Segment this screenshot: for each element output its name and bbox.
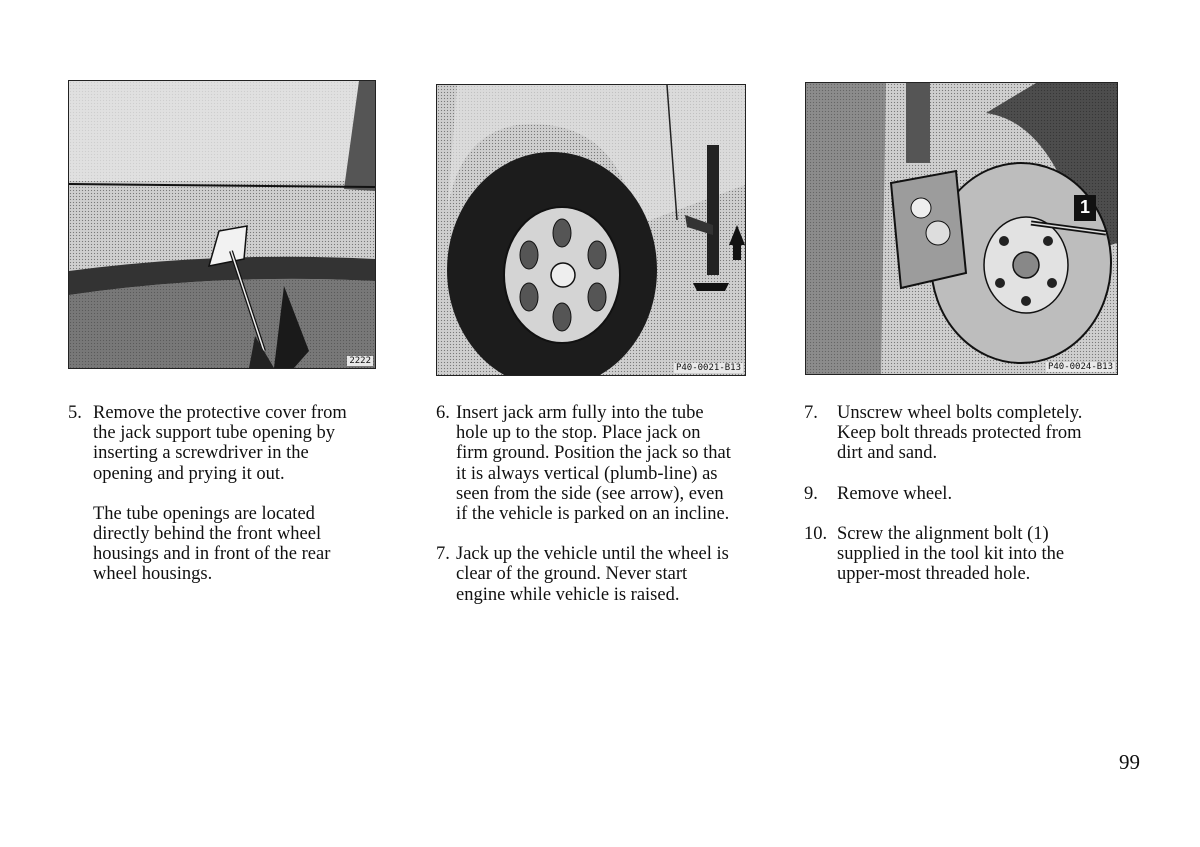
step-line: upper-most threaded hole. [837,564,1031,585]
step-10 [804,524,1144,585]
step-number: 9. [804,483,818,504]
figure-jack-position [436,84,746,376]
step-number: 7. [804,403,818,423]
step-line: inserting a screwdriver in the [93,443,309,464]
figure-code: P40-0021-B13 [675,363,741,373]
step-7-unscrew [804,403,1144,464]
step-6 [436,403,776,524]
figure-code: P40-0024-B13 [1047,362,1113,372]
step-line: Keep bolt threads protected from [837,423,1082,444]
note-line: The tube openings are located [93,503,315,524]
column-1-text [68,403,388,585]
alignment-bolt-illustration [806,83,1117,374]
step-line: engine while vehicle is raised. [456,584,680,605]
step-line: dirt and sand. [837,443,938,464]
step-line: clear of the ground. Never start [456,564,688,585]
step-7-jack-up [436,544,776,605]
callout-label: 1 [1079,197,1090,217]
step-line: firm ground. Position the jack so that [456,443,731,464]
step-line: Remove wheel. [837,483,953,504]
jack-position-illustration [437,85,745,375]
figure-alignment-bolt [805,82,1118,375]
figure-cover-removal [68,80,376,369]
note-line: directly behind the front wheel [93,524,322,545]
step-line: the jack support tube opening by [93,423,335,444]
column-3-text [804,403,1144,584]
step-line: seen from the side (see arrow), even [456,483,724,504]
step-line: supplied in the tool kit into the [837,544,1065,565]
step-line: opening and prying it out. [93,463,285,484]
column-2-text [436,403,776,605]
step-number: 10. [804,523,828,544]
step-line: it is always vertical (plumb-line) as [456,463,718,484]
step-line: if the vehicle is parked on an incline. [456,504,730,525]
step-line: Screw the alignment bolt (1) [837,523,1049,544]
cover-removal-illustration [69,81,375,368]
step-line: Insert jack arm fully into the tube [456,403,704,423]
step-number: 5. [68,403,82,423]
step-5 [68,403,388,484]
page-number: 99 [1119,750,1140,774]
step-number: 7. [436,544,450,565]
figure-code: 2222 [349,356,371,366]
step-number: 6. [436,403,450,423]
tube-openings-note [68,504,388,585]
note-line: wheel housings. [93,564,213,585]
step-line: Remove the protective cover from [93,403,347,423]
step-9 [804,484,1144,504]
step-line: hole up to the stop. Place jack on [456,423,701,444]
step-line: Jack up the vehicle until the wheel is [456,544,729,565]
step-line: Unscrew wheel bolts completely. [837,403,1083,423]
note-line: housings and in front of the rear [93,544,331,565]
